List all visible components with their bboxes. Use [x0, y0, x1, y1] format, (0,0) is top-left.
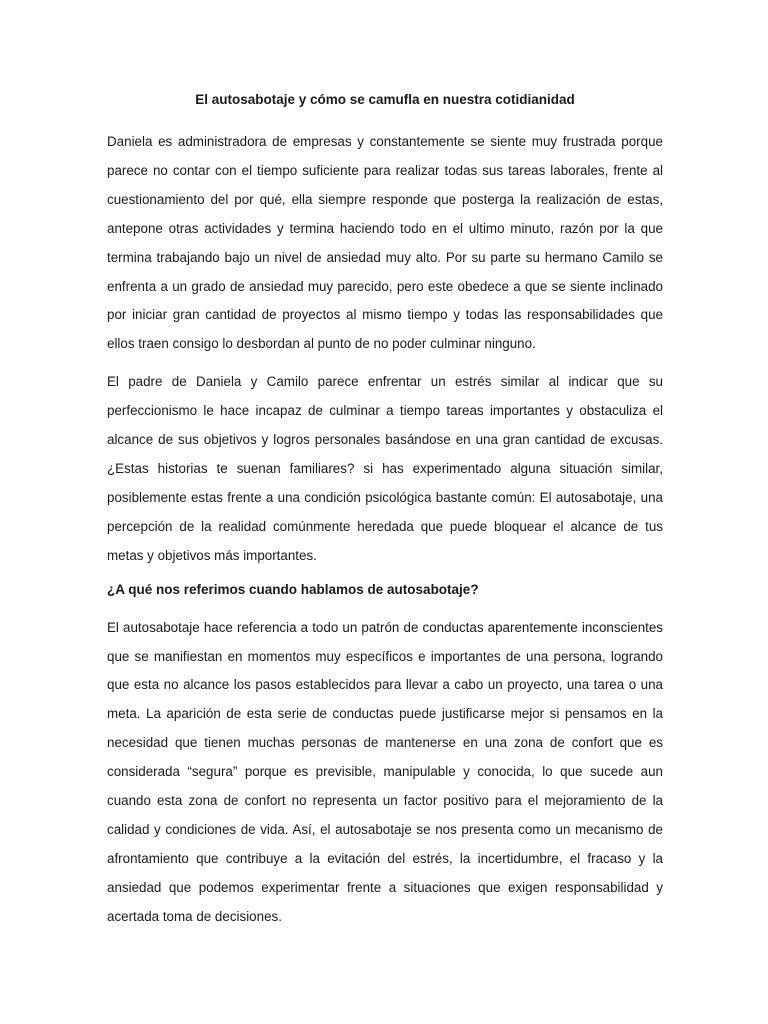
- paragraph-2: El padre de Daniela y Camilo parece enfrentar un estrés similar al indicar que su perfeccionismo le hace incapaz de culminar a tiempo tareas importantes y obstaculiza el alcance de sus objetivos y logros personales basándose en una gran cantidad de excusas. ¿Estas historias te suenan familiares? si has experimentado alguna situación similar, posiblemente estas frente a una condición psicológica bastante común: El autosabotaje, una percepción de la realidad comúnmente heredada que puede bloquear el alcance de tus metas y objetivos más importantes.: [107, 374, 663, 563]
- document-title: El autosabotaje y cómo se camufla en nuestra cotidianidad: [195, 92, 575, 107]
- paragraph-1: Daniela es administradora de empresas y constantemente se siente muy frustrada porque parece no contar con el tiempo suficiente para realizar todas sus tareas laborales, frente al cuestionamiento del por qué, ella siempre responde que posterga la realización de estas, antepone otras actividades y termina haciendo todo en el ultimo minuto, razón por la que termina trabajando bajo un nivel de ansiedad muy alto. Por su parte su hermano Camilo se enfrenta a un grado de ansiedad muy parecido, pero este obedece a que se siente inclinado por iniciar gran cantidad de proyectos al mismo tiempo y todas las responsabilidades que ellos traen consigo lo desbordan al punto de no poder culminar ninguno.: [107, 134, 663, 352]
- document-page: [107, 90, 663, 941]
- paragraph-3: El autosabotaje hace referencia a todo un patrón de conductas aparentemente inconscientes que se manifiestan en momentos muy específicos e importantes de una persona, logrando que esta no alcance los pasos establecidos para llevar a cabo un proyecto, una tarea o una meta. La aparición de esta serie de conductas puede justificarse mejor si pensamos en la necesidad que tienen muchas personas de mantenerse en una zona de confort que es considerada “segura” porque es previsible, manipulable y conocida, lo que sucede aun cuando esta zona de confort no representa un factor positivo para el mejoramiento de la calidad y condiciones de vida. Así, el autosabotaje se nos presenta como un mecanismo de afrontamiento que contribuye a la evitación del estrés, la incertidumbre, el fracaso y la ansiedad que podemos experimentar frente a situaciones que exigen responsabilidad y acertada toma de decisiones.: [107, 619, 663, 924]
- section-heading: ¿A qué nos referimos cuando hablamos de autosabotaje?: [107, 581, 479, 597]
